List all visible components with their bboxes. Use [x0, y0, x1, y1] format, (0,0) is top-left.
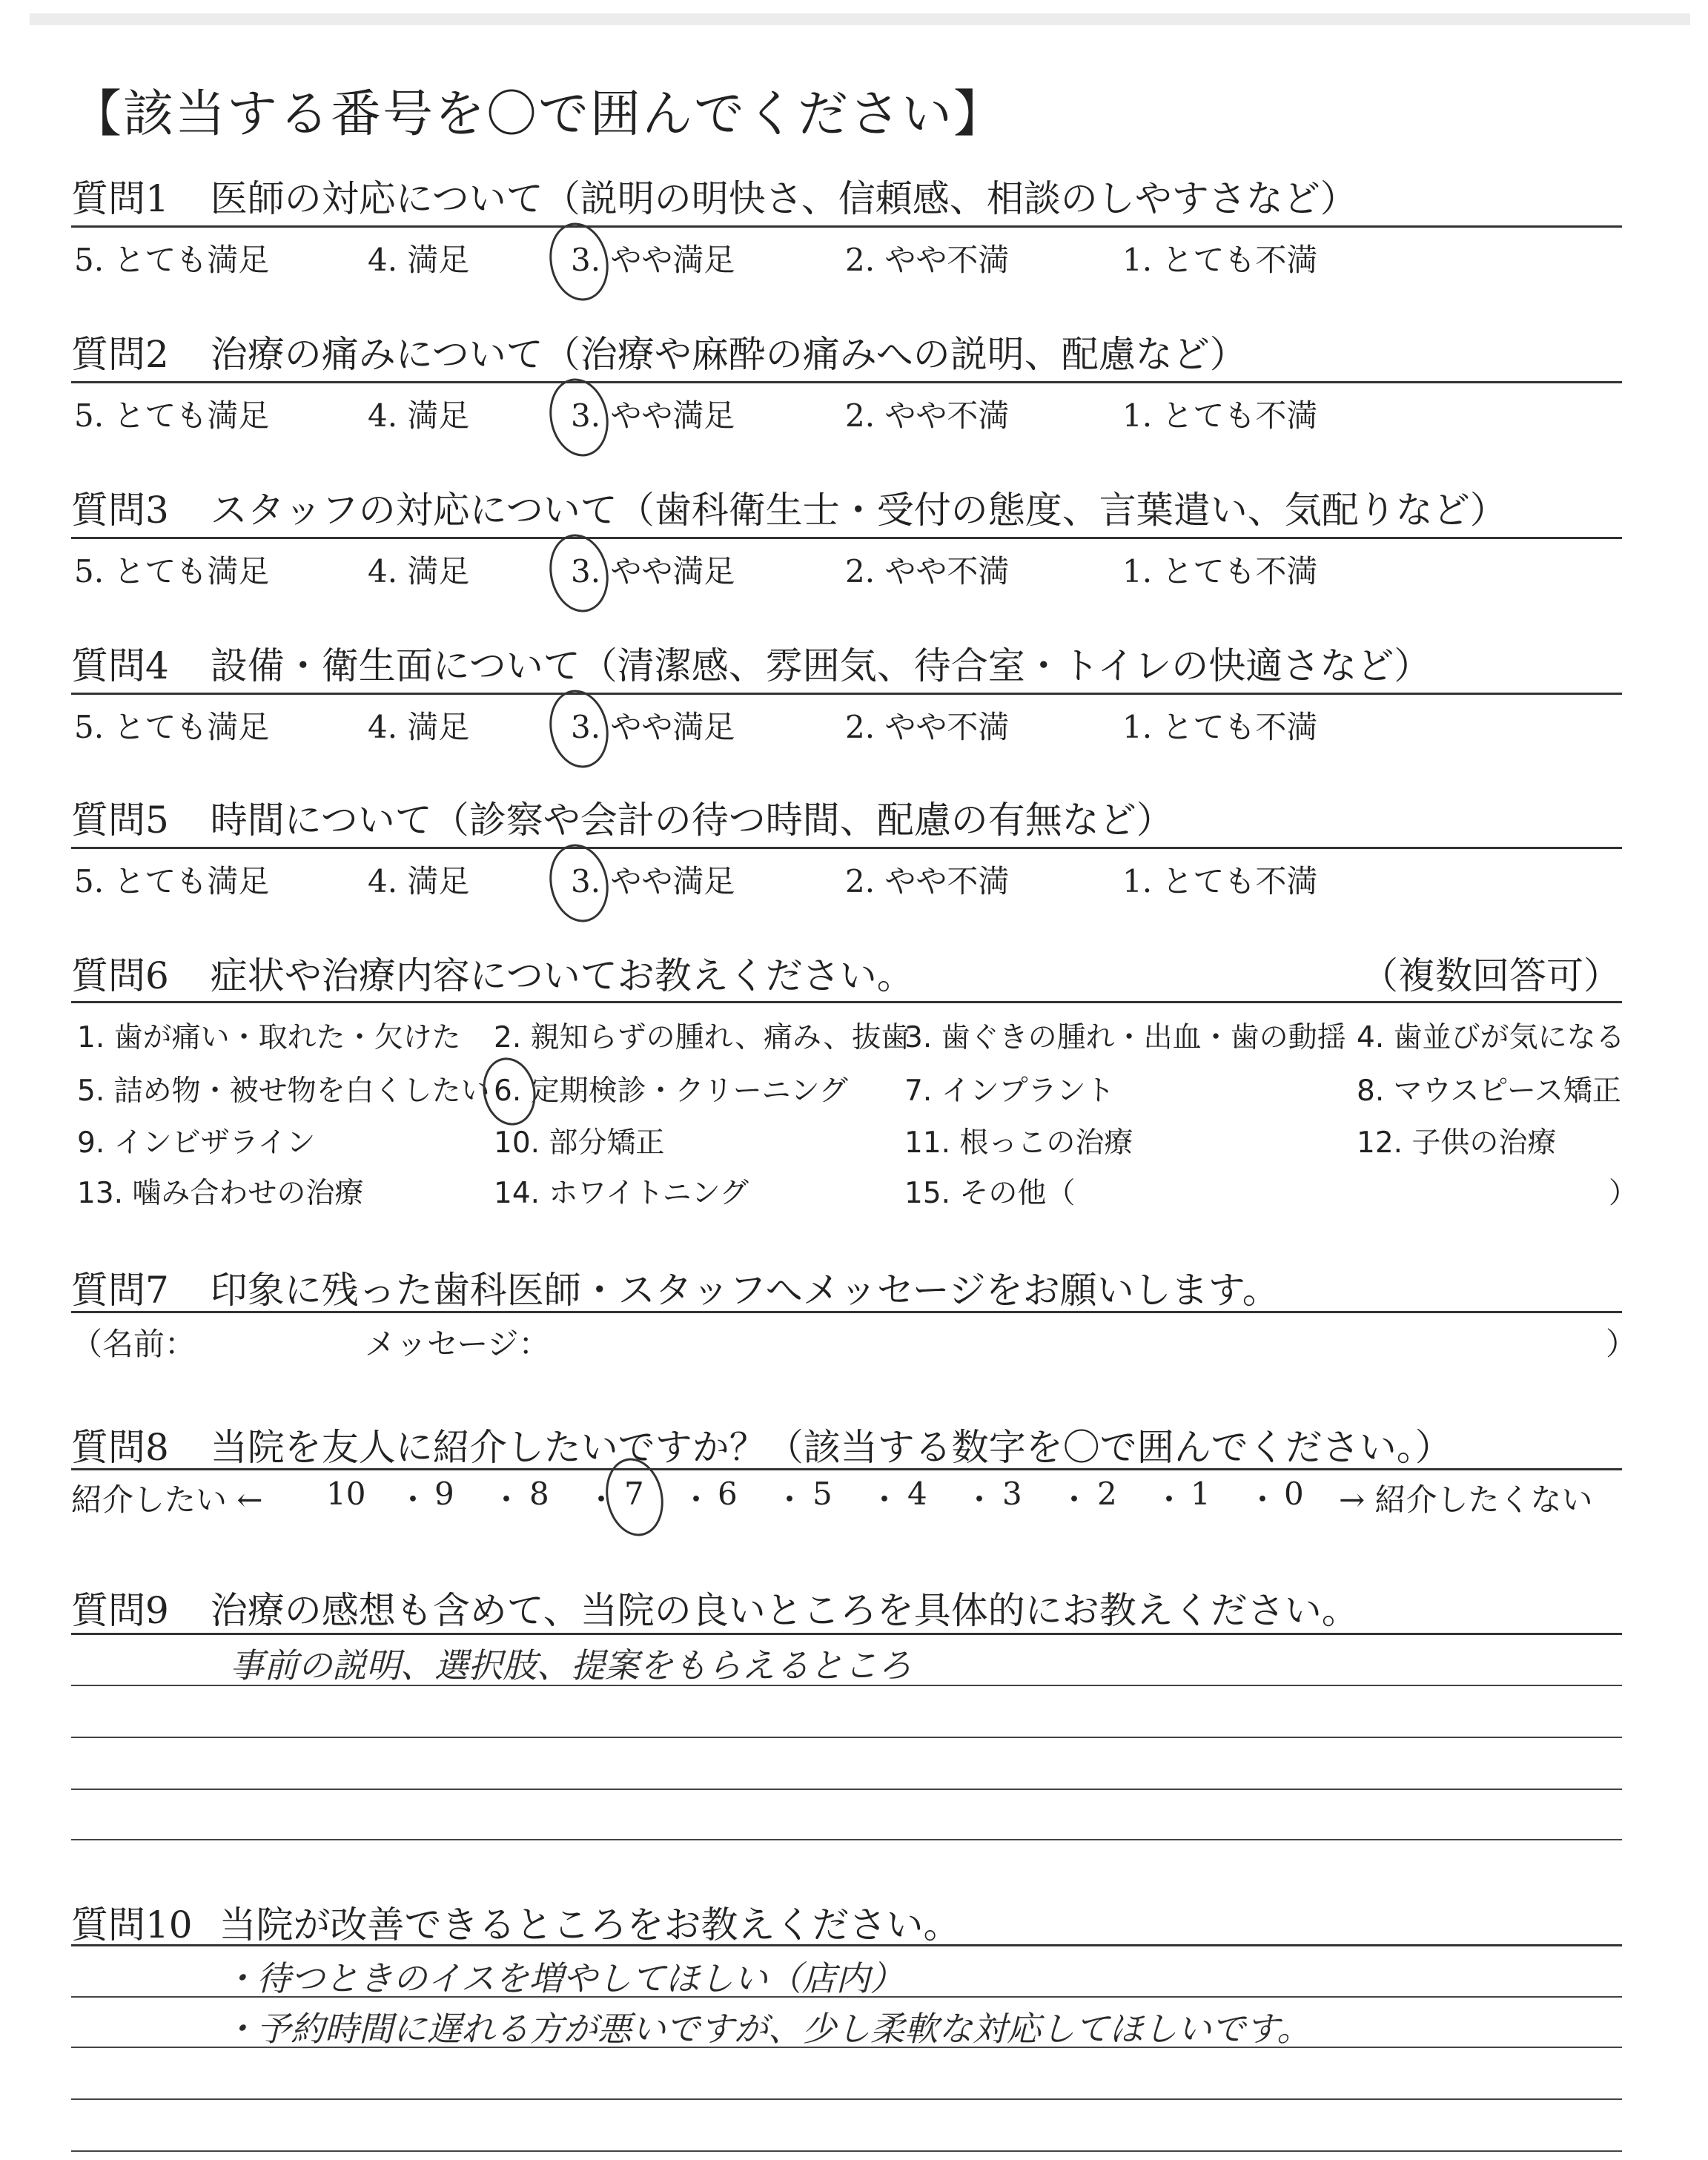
scale-10[interactable]: 10: [326, 1476, 366, 1512]
option-1[interactable]: 1. とても不満: [1122, 863, 1318, 899]
option-5[interactable]: 5. とても満足: [74, 553, 270, 589]
handwritten-answer[interactable]: 事前の説明、選択肢、提案をもらえるところ: [230, 1645, 912, 1685]
option-5[interactable]: 5. とても満足: [74, 863, 270, 899]
rule: [71, 1633, 1622, 1635]
question-text: 設備・衛生面について（清潔感、雰囲気、待合室・トイレの快適さなど）: [210, 644, 1431, 687]
question-text: 当院を友人に紹介したいですか？（該当する数字を〇で囲んでください。）: [210, 1426, 1452, 1469]
separator-dot: ・: [1059, 1482, 1090, 1518]
question-label: 質問2: [71, 333, 169, 376]
rule: [71, 1001, 1622, 1003]
scale-1[interactable]: 1: [1191, 1476, 1211, 1512]
handwritten-answer-2[interactable]: ・予約時間に遅れる方が悪いですが、少し柔軟な対応してほしいです。: [222, 2009, 1311, 2049]
option-5[interactable]: 5. とても満足: [74, 242, 270, 278]
symptom-option-1[interactable]: 1. 歯が痛い・取れた・欠けた: [77, 1021, 461, 1054]
answer-line: [71, 2098, 1622, 2100]
symptom-option-10[interactable]: 10. 部分矯正: [494, 1126, 665, 1160]
symptom-option-13[interactable]: 13. 噛み合わせの治療: [77, 1177, 364, 1210]
question-text: 症状や治療内容についてお教えください。: [210, 954, 914, 997]
close-paren: ）: [1609, 1177, 1638, 1210]
question-label: 質問9: [71, 1589, 169, 1632]
symptom-option-5[interactable]: 5. 詰め物・被せ物を白くしたい: [77, 1074, 490, 1108]
option-4[interactable]: 4. 満足: [368, 397, 470, 434]
rule: [71, 693, 1622, 695]
option-1[interactable]: 1. とても不満: [1122, 709, 1318, 745]
question-text: 治療の痛みについて（治療や麻酔の痛みへの説明、配慮など）: [210, 333, 1247, 376]
option-2[interactable]: 2. やや不満: [845, 863, 1010, 899]
separator-dot: ・: [774, 1482, 806, 1518]
separator-dot: ・: [681, 1482, 712, 1518]
message-field-label[interactable]: メッセージ：: [365, 1326, 550, 1362]
rule: [71, 847, 1622, 849]
option-3[interactable]: 3. やや満足: [571, 397, 735, 434]
rule: [71, 537, 1622, 539]
option-5[interactable]: 5. とても満足: [74, 709, 270, 745]
scale-8[interactable]: 8: [529, 1476, 549, 1512]
rule: [71, 1468, 1622, 1470]
symptom-option-6[interactable]: 6. 定期検診・クリーニング: [494, 1074, 848, 1108]
multiple-answer-note: （複数回答可）: [1361, 954, 1621, 997]
answer-circle-mark: [543, 217, 615, 306]
option-1[interactable]: 1. とても不満: [1122, 242, 1318, 278]
scale-0[interactable]: 0: [1284, 1476, 1304, 1512]
question-text: 時間について（診察や会計の待つ時間、配慮の有無など）: [210, 799, 1174, 842]
symptom-option-9[interactable]: 9. インビザライン: [77, 1126, 316, 1160]
option-1[interactable]: 1. とても不満: [1122, 397, 1318, 434]
question-label: 質問7: [71, 1269, 169, 1312]
close-paren: ）: [1606, 1326, 1638, 1362]
option-3[interactable]: 3. やや満足: [571, 709, 735, 745]
separator-dot: ・: [1153, 1482, 1185, 1518]
question-label: 質問6: [71, 954, 169, 997]
separator-dot: ・: [1247, 1482, 1279, 1518]
option-3[interactable]: 3. やや満足: [571, 863, 735, 899]
scale-4[interactable]: 4: [907, 1476, 927, 1512]
option-4[interactable]: 4. 満足: [368, 709, 470, 745]
answer-line: [71, 2150, 1622, 2152]
scale-6[interactable]: 6: [718, 1476, 738, 1512]
option-3[interactable]: 3. やや満足: [571, 242, 735, 278]
option-4[interactable]: 4. 満足: [368, 553, 470, 589]
answer-line: [71, 1737, 1622, 1738]
answer-line: [71, 1839, 1622, 1840]
symptom-option-11[interactable]: 11. 根っこの治療: [904, 1126, 1133, 1160]
separator-dot: ・: [397, 1482, 429, 1518]
option-2[interactable]: 2. やや不満: [845, 242, 1010, 278]
symptom-option-4[interactable]: 4. 歯並びが気になる: [1357, 1021, 1625, 1054]
question-text: 治療の感想も含めて、当院の良いところを具体的にお教えください。: [210, 1589, 1359, 1632]
answer-line: [71, 1789, 1622, 1790]
question-label: 質問10: [71, 1903, 193, 1946]
answer-circle-mark: [543, 373, 615, 462]
separator-dot: ・: [869, 1482, 901, 1518]
option-5[interactable]: 5. とても満足: [74, 397, 270, 434]
answer-circle-mark: [543, 529, 615, 618]
symptom-option-8[interactable]: 8. マウスピース矯正: [1357, 1074, 1621, 1108]
question-text: 医師の対応について（説明の明快さ、信頼感、相談のしやすさなど）: [210, 177, 1357, 220]
answer-circle-mark: [543, 839, 615, 928]
question-label: 質問8: [71, 1426, 169, 1469]
option-3[interactable]: 3. やや満足: [571, 553, 735, 589]
scale-5[interactable]: 5: [812, 1476, 833, 1512]
scan-top-band: [30, 13, 1690, 25]
answer-circle-mark: [543, 684, 615, 773]
symptom-option-12[interactable]: 12. 子供の治療: [1357, 1126, 1557, 1160]
question-text: スタッフの対応について（歯科衛生士・受付の態度、言葉遣い、気配りなど）: [210, 489, 1507, 532]
rule: [71, 225, 1622, 228]
question-label: 質問4: [71, 644, 169, 687]
symptom-option-7[interactable]: 7. インプラント: [904, 1074, 1115, 1108]
option-4[interactable]: 4. 満足: [368, 242, 470, 278]
question-text: 当院が改善できるところをお教えください。: [219, 1903, 961, 1946]
scale-2[interactable]: 2: [1097, 1476, 1117, 1512]
scale-7[interactable]: 7: [624, 1476, 644, 1512]
question-label: 質問3: [71, 489, 169, 532]
symptom-option-15[interactable]: 15. その他（: [904, 1177, 1076, 1210]
question-label: 質問5: [71, 799, 169, 842]
rule: [71, 1944, 1622, 1946]
recommend-right-label: → 紹介したくない: [1339, 1482, 1593, 1518]
scale-9[interactable]: 9: [434, 1476, 454, 1512]
option-2[interactable]: 2. やや不満: [845, 397, 1010, 434]
option-1[interactable]: 1. とても不満: [1122, 553, 1318, 589]
rule: [71, 381, 1622, 383]
handwritten-answer-1[interactable]: ・待つときのイスを増やしてほしい（店内）: [222, 1958, 904, 1998]
answer-circle-mark: [477, 1053, 542, 1131]
page-heading: 【該当する番号を〇で囲んでください】: [71, 85, 1006, 144]
name-field-label[interactable]: （名前：: [71, 1326, 196, 1362]
question-text: 印象に残った歯科医師・スタッフへメッセージをお願いします。: [210, 1269, 1280, 1312]
option-2[interactable]: 2. やや不満: [845, 553, 1010, 589]
separator-dot: ・: [491, 1482, 523, 1518]
rule: [71, 1311, 1622, 1313]
option-2[interactable]: 2. やや不満: [845, 709, 1010, 745]
recommend-left-label: 紹介したい ←: [71, 1482, 263, 1518]
symptom-option-3[interactable]: 3. 歯ぐきの腫れ・出血・歯の動揺: [904, 1021, 1346, 1054]
option-4[interactable]: 4. 満足: [368, 863, 470, 899]
separator-dot: ・: [586, 1482, 618, 1518]
symptom-option-14[interactable]: 14. ホワイトニング: [494, 1177, 749, 1210]
question-label: 質問1: [71, 177, 169, 220]
symptom-option-2[interactable]: 2. 親知らずの腫れ、痛み、抜歯: [494, 1021, 910, 1054]
separator-dot: ・: [964, 1482, 996, 1518]
scale-3[interactable]: 3: [1002, 1476, 1022, 1512]
